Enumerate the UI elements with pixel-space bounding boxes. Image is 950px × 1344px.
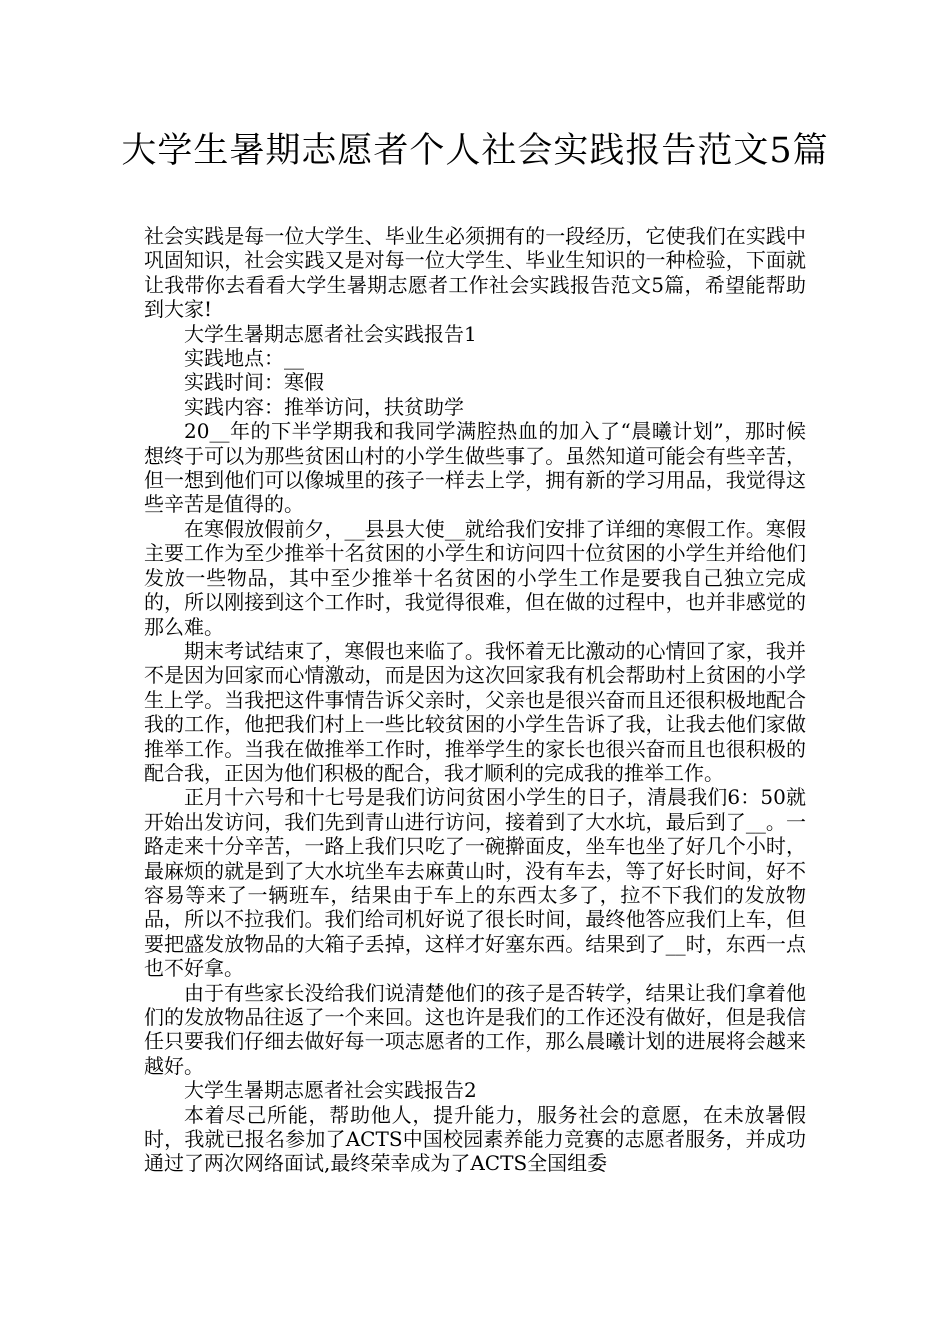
body-paragraph: 大学生暑期志愿者社会实践报告1 bbox=[184, 321, 477, 346]
body-paragraph: 实践时间：寒假 bbox=[184, 370, 324, 395]
body-paragraph: 实践地点：__ bbox=[184, 346, 304, 371]
document-body bbox=[144, 224, 806, 1176]
body-paragraph: 在寒假放假前夕，__县县大使__就给我们安排了详细的寒假工作。寒假主要工作为至少推举十名贫困的小学生和访问四十位贫困的小学生并给他们发放一些物品，其中至少推举十名贫困的小学生工作是要我自己独立完成的，所以刚接到这个工作时，我觉得很难，但在做的过程中，也并非感觉的那么难。 bbox=[144, 516, 806, 639]
body-paragraph: 本着尽己所能，帮助他人，提升能力，服务社会的意愿，在未放暑假时，我就已报名参加了ACTS中国校园素养能力竞赛的志愿者服务，并成功通过了两次网络面试,最终荣幸成为了ACTS全国组委 bbox=[144, 1102, 806, 1176]
body-paragraph: 由于有些家长没给我们说清楚他们的孩子是否转学，结果让我们拿着他们的发放物品往返了一个来回。这也许是我们的工作还没有做好，但是我信任只要我们仔细去做好每一项志愿者的工作，那么晨曦计划的进展将会越来越好。 bbox=[144, 980, 806, 1078]
body-paragraph: 正月十六号和十七号是我们访问贫困小学生的日子，清晨我们6：50就开始出发访问，我们先到青山进行访问，接着到了大水坑，最后到了__。一路走来十分辛苦，一路上我们只吃了一碗擀面皮，坐车也坐了好几个小时，最麻烦的就是到了大水坑坐车去麻黄山时，没有车去，等了好长时间，好不容易等来了一辆班车，结果由于车上的东西太多了，拉不下我们的发放物品，所以不拉我们。我们给司机好说了很长时间，最终他答应我们上车，但要把盛发放物品的大箱子丢掉，这样才好塞东西。结果到了__时，东西一点也不好拿。 bbox=[144, 785, 806, 981]
body-paragraph: 大学生暑期志愿者社会实践报告2 bbox=[184, 1078, 477, 1103]
body-paragraph: 社会实践是每一位大学生、毕业生必须拥有的一段经历，它使我们在实践中巩固知识，社会实践又是对每一位大学生、毕业生知识的一种检验，下面就让我带你去看看大学生暑期志愿者工作社会实践报告范文5篇，希望能帮助到大家! bbox=[144, 224, 806, 322]
document-title: 大学生暑期志愿者个人社会实践报告范文5篇 bbox=[121, 131, 829, 171]
body-paragraph: 20__年的下半学期我和我同学满腔热血的加入了“晨曦计划”，那时候想终于可以为那些贫困山村的小学生做些事了。虽然知道可能会有些辛苦，但一想到他们可以像城里的孩子一样去上学，拥有新的学习用品，我觉得这些辛苦是值得的。 bbox=[144, 419, 806, 517]
body-paragraph: 实践内容：推举访问，扶贫助学 bbox=[184, 394, 464, 419]
body-paragraph: 期末考试结束了，寒假也来临了。我怀着无比激动的心情回了家，我并不是因为回家而心情激动，而是因为这次回家我有机会帮助村上贫困的小学生上学。当我把这件事情告诉父亲时，父亲也是很兴奋而且还很积极地配合我的工作，他把我们村上一些比较贫困的小学生告诉了我，让我去他们家做推举工作。当我在做推举工作时，推举学生的家长也很兴奋而且也很积极的配合我，正因为他们积极的配合，我才顺利的完成我的推举工作。 bbox=[144, 638, 806, 785]
